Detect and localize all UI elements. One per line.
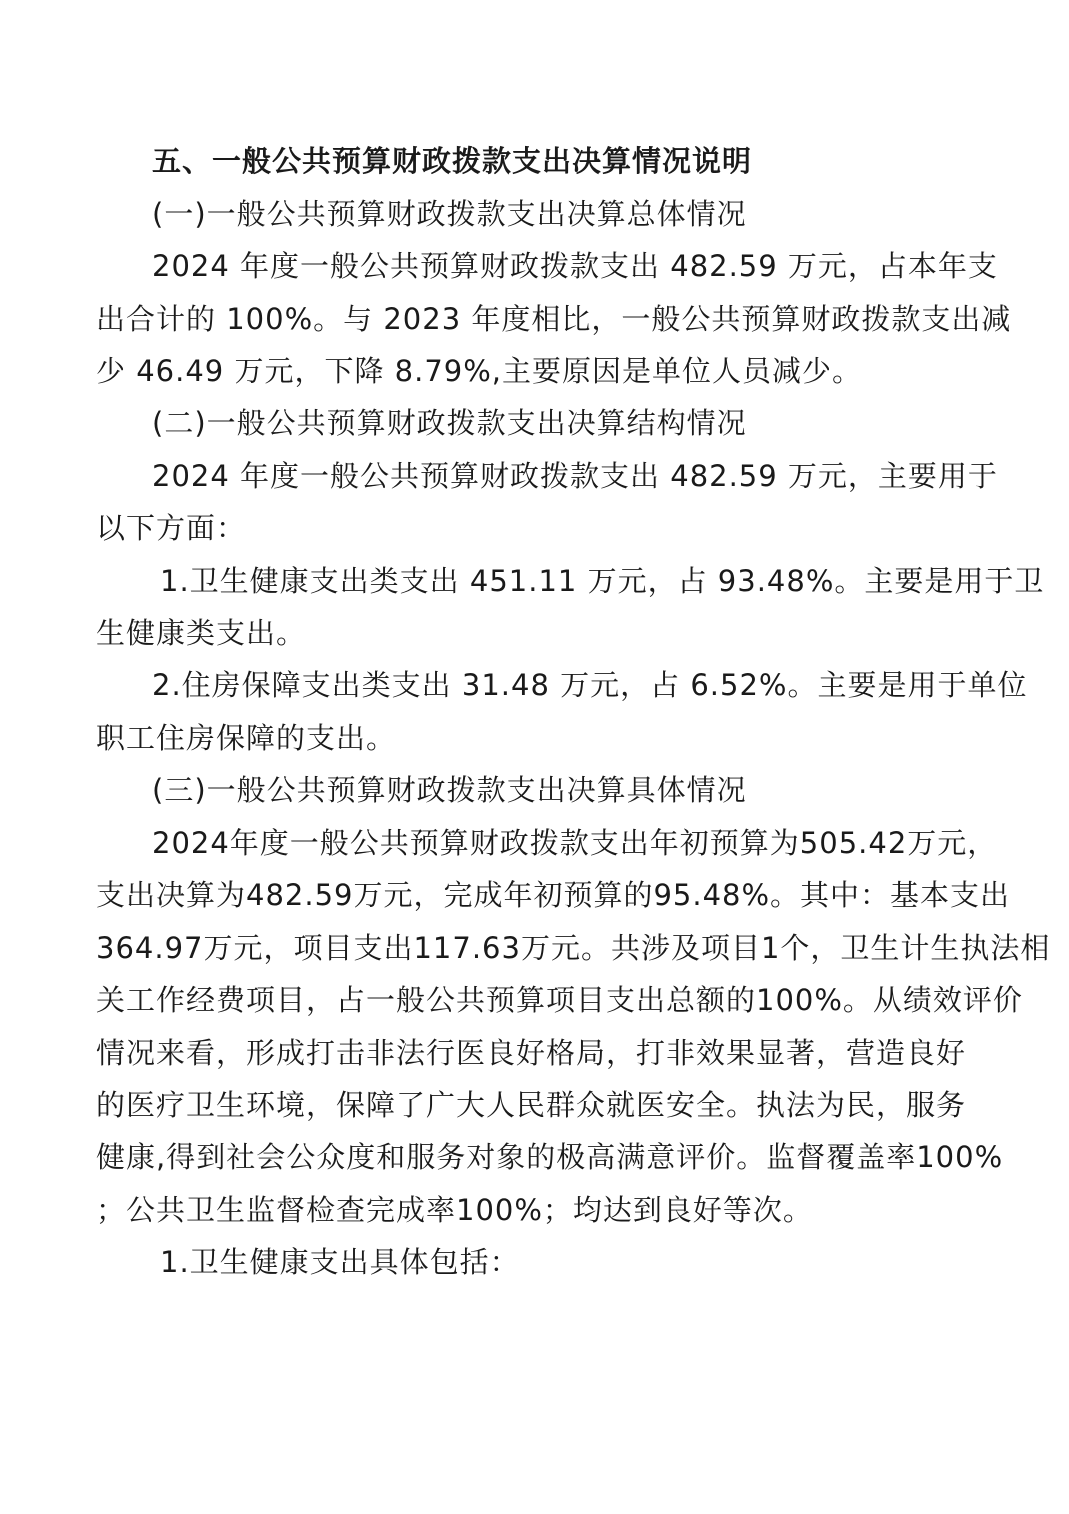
part3-line-2: 支出决算为482.59万元，完成年初预算的95.48%。其中：基本支出 <box>96 878 1011 912</box>
part3-line-6: 的医疗卫生环境，保障了广大人民群众就医安全。执法为民，服务 <box>96 1088 967 1122</box>
part3-line-5: 情况来看，形成打击非法行医良好格局，打非效果显著，营造良好 <box>96 1036 967 1070</box>
part1-line-3: 少 46.49 万元，下降 8.79%,主要原因是单位人员减少。 <box>96 354 863 388</box>
part2-intro-line-1: 2024 年度一般公共预算财政拨款支出 482.59 万元，主要用于 <box>152 459 998 493</box>
section-title: 五、一般公共预算财政拨款支出决算情况说明 <box>152 144 753 178</box>
part2-item1-line-1: 1.卫生健康支出类支出 451.11 万元，占 93.48%。主要是用于卫 <box>160 564 1045 598</box>
part1-line-1: 2024 年度一般公共预算财政拨款支出 482.59 万元，占本年支 <box>152 249 998 283</box>
part3-line-4: 关工作经费项目，占一般公共预算项目支出总额的100%。从绩效评价 <box>96 983 1023 1017</box>
part3-line-8: ；公共卫生监督检查完成率100%；均达到良好等次。 <box>96 1193 813 1227</box>
part3-line-3: 364.97万元，项目支出117.63万元。共涉及项目1个，卫生计生执法相 <box>96 931 1051 965</box>
part3-line-7: 健康,得到社会公众度和服务对象的极高满意评价。监督覆盖率100% <box>96 1140 1004 1174</box>
part2-intro-line-2: 以下方面： <box>96 511 247 545</box>
part1-line-2: 出合计的 100%。与 2023 年度相比，一般公共预算财政拨款支出减 <box>96 302 1012 336</box>
part1-heading: (一)一般公共预算财政拨款支出决算总体情况 <box>152 197 747 231</box>
part3-line-1: 2024年度一般公共预算财政拨款支出年初预算为505.42万元， <box>152 826 998 860</box>
part2-heading: (二)一般公共预算财政拨款支出决算结构情况 <box>152 406 747 440</box>
part2-item2-line-2: 职工住房保障的支出。 <box>96 721 397 755</box>
part2-item2-line-1: 2.住房保障支出类支出 31.48 万元，占 6.52%。主要是用于单位 <box>152 668 1028 702</box>
part2-item1-line-2: 生健康类支出。 <box>96 616 307 650</box>
part3-heading: (三)一般公共预算财政拨款支出决算具体情况 <box>152 773 747 807</box>
part3-sub-heading: 1.卫生健康支出具体包括： <box>160 1245 520 1279</box>
